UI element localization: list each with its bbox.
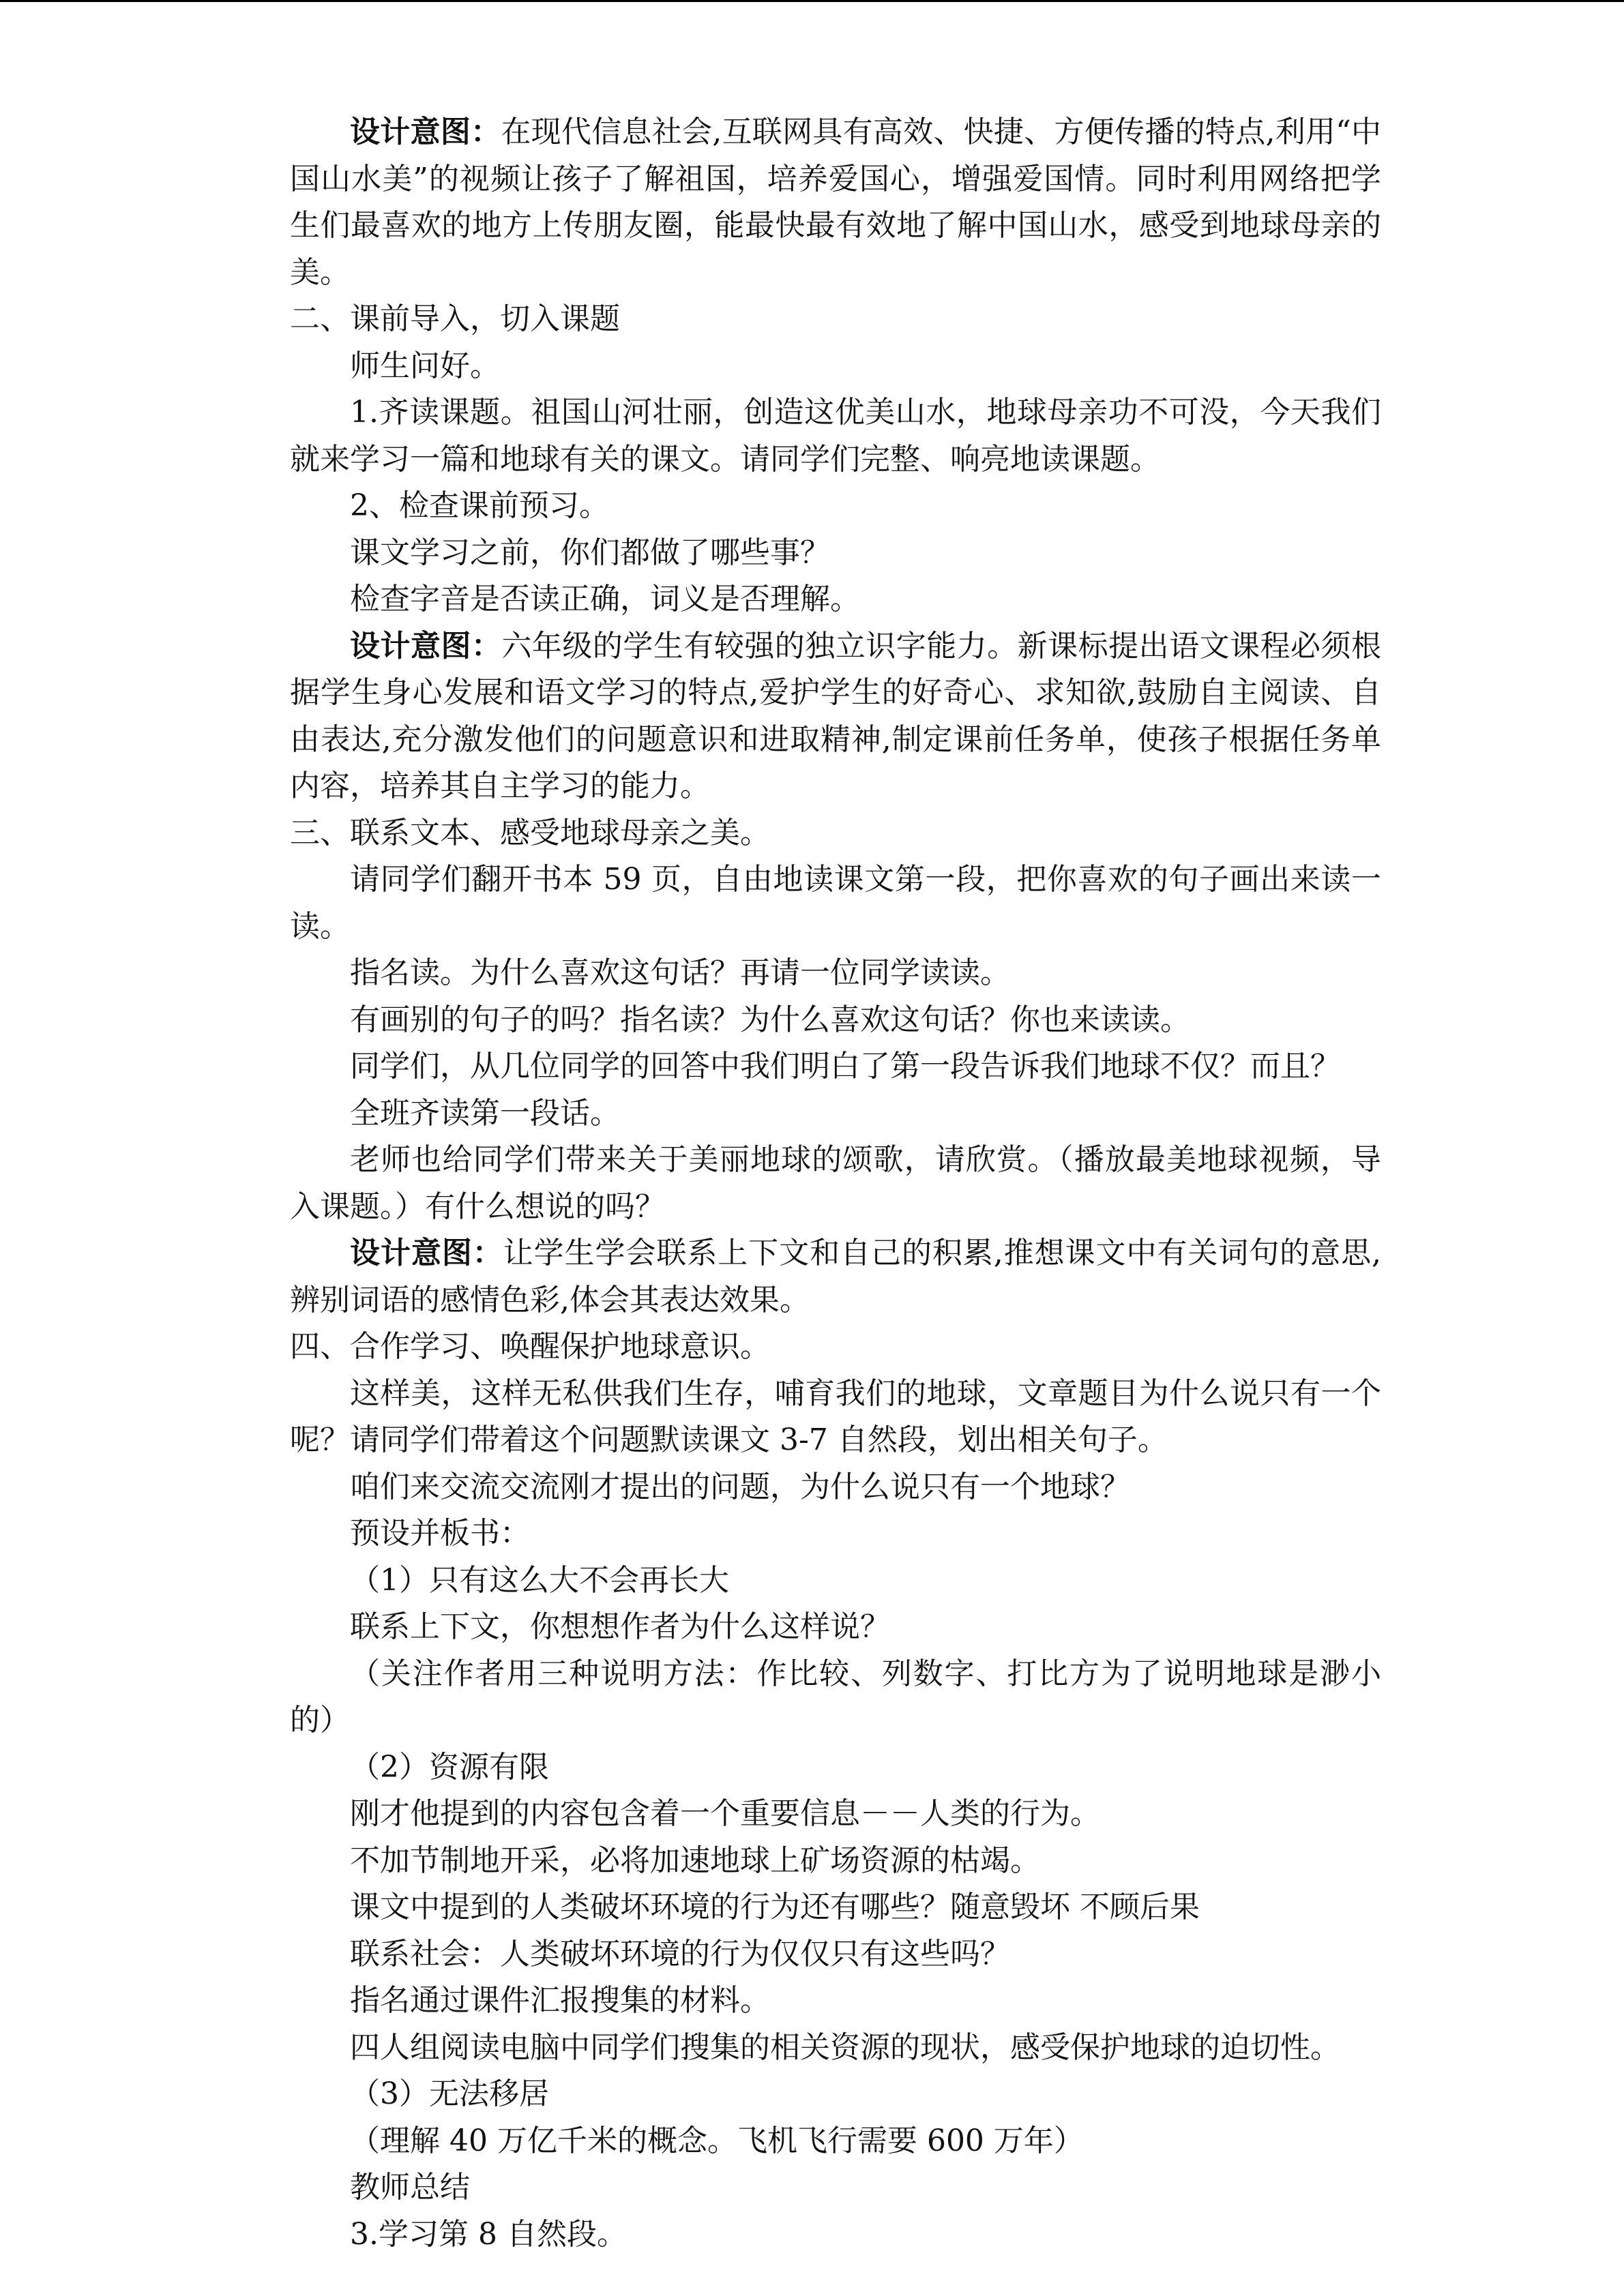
body-paragraph-text: 检查字音是否读正确，词义是否理解。 (350, 582, 860, 616)
body-paragraph (290, 997, 1381, 1044)
body-paragraph (290, 1043, 1381, 1090)
body-paragraph-text: 教师总结 (350, 2170, 470, 2205)
body-paragraph-text: 刚才他提到的内容包含着一个重要信息－－人类的行为。 (350, 1796, 1100, 1831)
body-paragraph-text: 联系上下文，你想想作者为什么这样说？ (350, 1609, 890, 1644)
body-paragraph-text: （1）只有这么大不会再长大 (350, 1562, 729, 1598)
body-paragraph (290, 1791, 1381, 1838)
design-intent-label: 设计意图： (350, 628, 502, 664)
body-paragraph (290, 1557, 1381, 1605)
section-heading (290, 810, 1381, 857)
body-paragraph-text: 咱们来交流交流刚才提出的问题，为什么说只有一个地球？ (350, 1469, 1130, 1504)
body-paragraph (290, 1978, 1381, 2025)
body-paragraph-text: 师生问好。 (350, 348, 500, 383)
body-paragraph-text: （2）资源有限 (350, 1749, 549, 1785)
section-heading (290, 1324, 1381, 1371)
body-paragraph (290, 1090, 1381, 1137)
body-paragraph (290, 1838, 1381, 1885)
page-top-border (0, 0, 1624, 2)
body-paragraph (290, 1464, 1381, 1511)
body-paragraph-text: 不加节制地开采，必将加速地球上矿场资源的枯竭。 (350, 1843, 1040, 1878)
design-intent-paragraph (290, 623, 1381, 810)
body-paragraph (290, 343, 1381, 390)
body-paragraph-text: 课文学习之前，你们都做了哪些事？ (350, 535, 830, 570)
design-intent-text: 六年级的学生有较强的独立识字能力。新课标提出语文课程必须根据学生身心发展和语文学习的特点,爱护学生的好奇心、求知欲,鼓励自主阅读、自由表达,充分激发他们的问题意识和进取精神,制定课前任务单，使孩子根据任务单内容，培养其自主学习的能力。 (290, 628, 1382, 803)
body-paragraph (290, 389, 1381, 483)
body-paragraph-text: 请同学们翻开书本 59 页，自由地读课文第一段，把你喜欢的句子画出来读一读。 (290, 862, 1381, 944)
body-paragraph-text: （3）无法移居 (350, 2076, 549, 2111)
body-paragraph-text: 有画别的句子的吗？指名读？为什么喜欢这句话？你也来读读。 (350, 1002, 1190, 1037)
body-paragraph (290, 1744, 1381, 1791)
body-paragraph-text: 指名通过课件汇报搜集的材料。 (350, 1983, 770, 2018)
body-paragraph-text: 1.齐读课题。祖国山河壮丽，创造这优美山水，地球母亲功不可没，今天我们就来学习一篇和地球有关的课文。请同学们完整、响亮地读课题。 (290, 395, 1381, 477)
body-paragraph-text: 指名读。为什么喜欢这句话？再请一位同学读读。 (350, 955, 1010, 990)
design-intent-label: 设计意图： (350, 115, 501, 149)
body-paragraph-text: 这样美，这样无私供我们生存，哺育我们的地球，文章题目为什么说只有一个呢？请同学们带着这个问题默读课文 3-7 自然段，划出相关句子。 (290, 1375, 1381, 1457)
document-body (290, 109, 1381, 2258)
body-paragraph-text: （关注作者用三种说明方法：作比较、列数字、打比方为了说明地球是渺小的） (290, 1656, 1381, 1738)
body-paragraph-text: 老师也给同学们带来关于美丽地球的颂歌，请欣赏。（播放最美地球视频，导入课题。）有什么想说的吗？ (290, 1142, 1381, 1224)
body-paragraph-text: 四人组阅读电脑中同学们搜集的相关资源的现状，感受保护地球的迫切性。 (350, 2029, 1340, 2065)
body-paragraph (290, 1604, 1381, 1651)
body-paragraph (290, 1931, 1381, 1978)
body-paragraph-text: 同学们，从几位同学的回答中我们明白了第一段告诉我们地球不仅？而且？ (350, 1049, 1340, 1084)
body-paragraph (290, 483, 1381, 530)
body-paragraph (290, 1884, 1381, 1931)
body-paragraph (290, 530, 1381, 577)
body-paragraph (290, 1371, 1381, 1464)
body-paragraph-text: 联系社会：人类破坏环境的行为仅仅只有这些吗？ (350, 1936, 1010, 1971)
design-intent-label: 设计意图： (350, 1236, 503, 1270)
body-paragraph (290, 2164, 1381, 2211)
body-paragraph (290, 2071, 1381, 2118)
section-heading-text: 四、合作学习、唤醒保护地球意识。 (290, 1329, 770, 1364)
body-paragraph-text: 预设并板书： (350, 1516, 530, 1551)
body-paragraph (290, 950, 1381, 997)
section-heading-text: 二、课前导入，切入课题 (290, 301, 620, 336)
body-paragraph-text: 2、检查课前预习。 (350, 488, 609, 523)
body-paragraph-text: 全班齐读第一段话。 (350, 1095, 620, 1131)
body-paragraph (290, 576, 1381, 623)
body-paragraph (290, 1510, 1381, 1557)
body-paragraph-text: （理解 40 万亿千米的概念。飞机飞行需要 600 万年） (350, 2123, 1084, 2158)
body-paragraph (290, 1651, 1381, 1744)
design-intent-paragraph (290, 109, 1381, 296)
section-heading (290, 296, 1381, 343)
body-paragraph-text: 3.学习第 8 自然段。 (350, 2216, 627, 2252)
design-intent-text: 让学生学会联系上下文和自己的积累,推想课文中有关词句的意思,辨别词语的感情色彩,体会其表达效果。 (290, 1236, 1381, 1317)
body-paragraph (290, 856, 1381, 950)
design-intent-paragraph (290, 1230, 1381, 1324)
body-paragraph (290, 2025, 1381, 2072)
body-paragraph (290, 2211, 1381, 2258)
body-paragraph-text: 课文中提到的人类破坏环境的行为还有哪些？随意毁坏 不顾后果 (350, 1890, 1200, 1924)
body-paragraph (290, 1137, 1381, 1230)
body-paragraph (290, 2118, 1381, 2165)
section-heading-text: 三、联系文本、感受地球母亲之美。 (290, 815, 770, 850)
design-intent-text: 在现代信息社会,互联网具有高效、快捷、方便传播的特点,利用“中国山水美”的视频让孩子了解祖国，培养爱国心，增强爱国情。同时利用网络把学生们最喜欢的地方上传朋友圈，能最快最有效地了解中国山水，感受到地球母亲的美。 (290, 115, 1382, 290)
